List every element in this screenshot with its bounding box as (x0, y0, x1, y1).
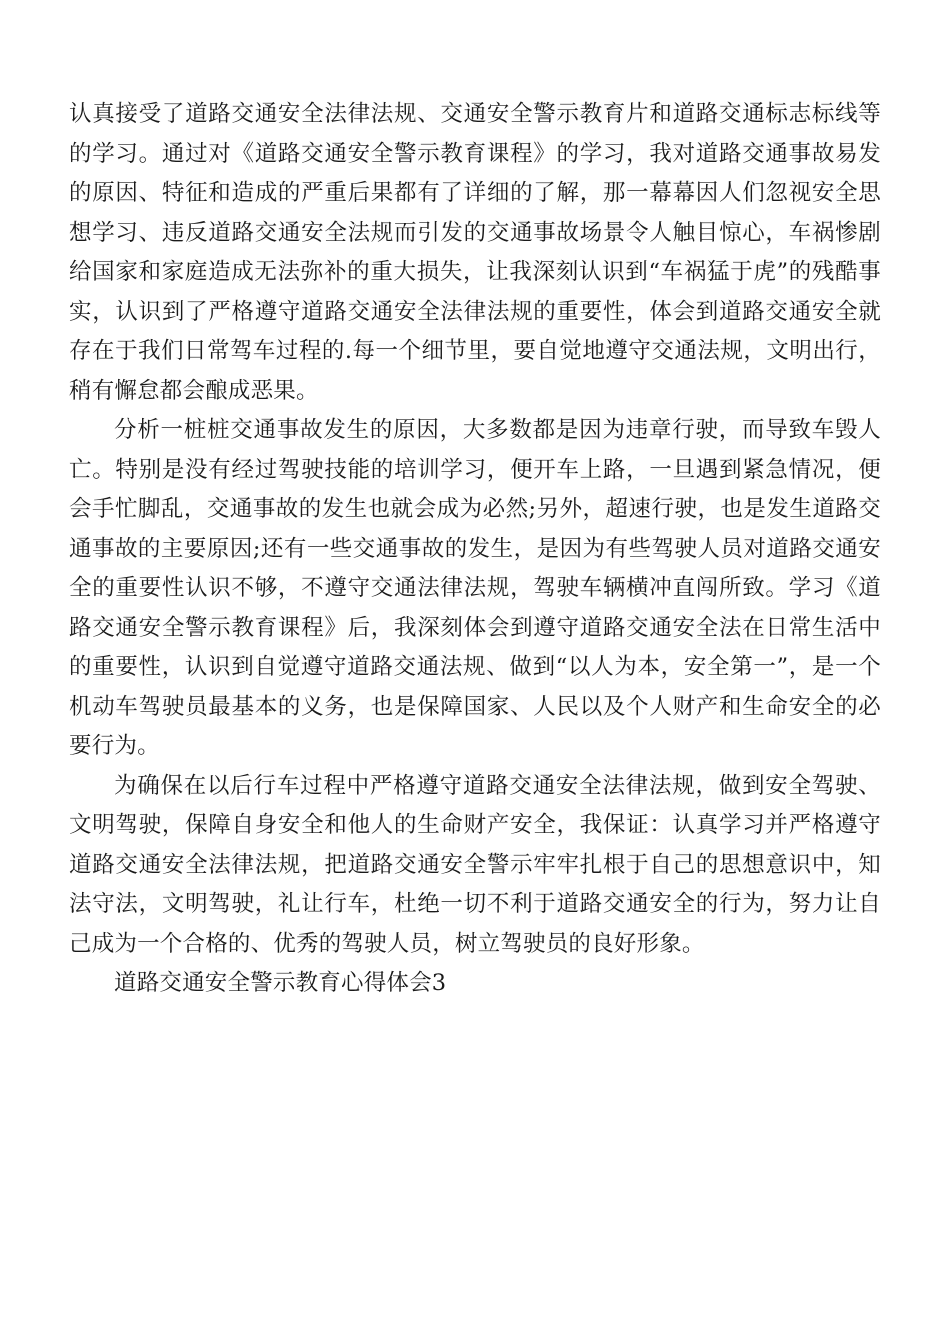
section-heading: 道路交通安全警示教育心得体会3 (114, 970, 447, 996)
paragraph-1: 认真接受了道路交通安全法律法规、交通安全警示教育片和道路交通标志标线等的学习。通过对《道路交通安全警示教育课程》的学习，我对道路交通事故易发的原因、特征和造成的严重后果都有了详细的了解，那一幕幕因人们忽视安全思想学习、违反道路交通安全法规而引发的交通事故场景令人触目惊心，车祸惨剧给国家和家庭造成无法弥补的重大损失，让我深刻认识到“车祸猛于虎”的残酷事实，认识到了严格遵守道路交通安全法律法规的重要性，体会到道路交通安全就存在于我们日常驾车过程的.每一个细节里，要自觉地遵守交通法规，文明出行，稍有懈怠都会酿成恶果。 (69, 101, 881, 404)
document-body (69, 95, 881, 1004)
paragraph-3: 为确保在以后行车过程中严格遵守道路交通安全法律法规，做到安全驾驶、文明驾驶，保障自身安全和他人的生命财产安全，我保证：认真学习并严格遵守道路交通安全法律法规，把道路交通安全警示牢牢扎根于自己的思想意识中，知法守法，文明驾驶，礼让行车，杜绝一切不利于道路交通安全的行为，努力让自己成为一个合格的、优秀的驾驶人员，树立驾驶员的良好形象。 (69, 772, 881, 957)
paragraph-2: 分析一桩桩交通事故发生的原因，大多数都是因为违章行驶，而导致车毁人亡。特别是没有经过驾驶技能的培训学习，便开车上路，一旦遇到紧急情况，便会手忙脚乱，交通事故的发生也就会成为必然;另外，超速行驶，也是发生道路交通事故的主要原因;还有一些交通事故的发生，是因为有些驾驶人员对道路交通安全的重要性认识不够，不遵守交通法律法规，驾驶车辆横冲直闯所致。学习《道路交通安全警示教育课程》后，我深刻体会到遵守道路交通安全法在日常生活中的重要性，认识到自觉遵守道路交通法规、做到“以人为本，安全第一”，是一个机动车驾驶员最基本的义务，也是保障国家、人民以及个人财产和生命安全的必要行为。 (69, 417, 881, 759)
